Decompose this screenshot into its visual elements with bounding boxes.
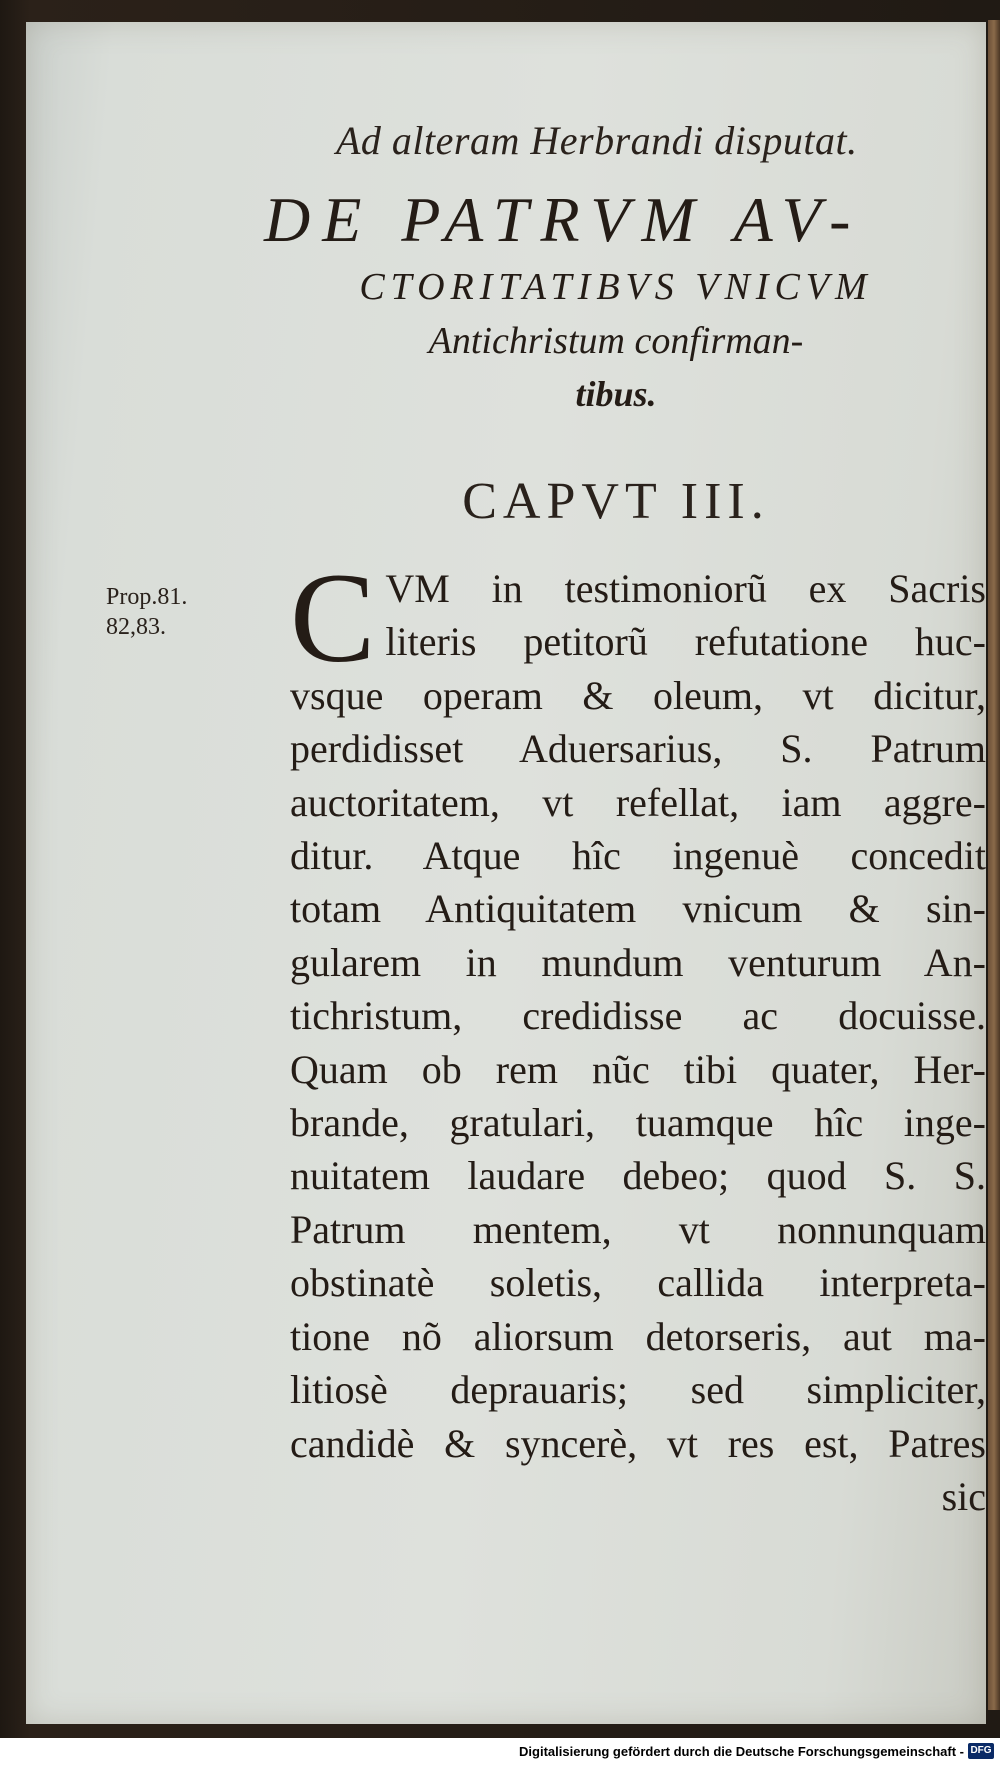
text-line: literis petitorũ refutatione huc-: [385, 619, 986, 665]
text-line: gularem in mundum venturum An-: [290, 939, 986, 985]
book-page: [26, 22, 986, 1724]
title-line-2: CTORITATIBVS VNICVM: [359, 266, 873, 308]
margin-note: [106, 582, 226, 642]
text-line: vsque operam & oleum, vt dicitur,: [290, 672, 986, 718]
text-line: obstinatè soletis, callida interpreta-: [290, 1260, 986, 1306]
text-line: VM in testimoniorũ ex Sacris: [385, 566, 986, 611]
text-line: brande, gratulari, tuamque hîc inge-: [290, 1100, 986, 1146]
text-line: Quam ob rem nũc tibi quater, Her-: [290, 1046, 986, 1092]
running-head: Ad alteram Herbrandi disputat.: [336, 118, 858, 163]
title-line-1: DE PATRVM AV-: [264, 184, 863, 255]
text-line: auctoritatem, vt refellat, iam aggre-: [290, 779, 986, 825]
text-line: nuitatem laudare debeo; quod S. S.: [290, 1153, 986, 1199]
body-text: [290, 547, 986, 1523]
title-line-4: tibus.: [575, 374, 657, 414]
text-line: ditur. Atque hîc ingenuè concedit: [290, 833, 986, 879]
margin-note-line-1: Prop.81.: [106, 584, 188, 610]
text-line: tione nõ aliorsum detorseris, aut ma-: [290, 1313, 986, 1359]
footer-bar: [0, 1738, 1000, 1767]
dropcap: C: [290, 547, 376, 689]
footer-credit: Digitalisierung gefördert durch die Deutsche Forschungsgemeinschaft -: [519, 1744, 964, 1759]
catchword: sic: [941, 1473, 986, 1519]
margin-note-line-2: 82,83.: [106, 614, 166, 640]
text-line: litiosè deprauaris; sed simpliciter,: [290, 1367, 986, 1413]
text-line: perdidisset Aduersarius, S. Patrum: [290, 726, 986, 772]
dfg-logo-icon: DFG: [968, 1743, 994, 1759]
text-line: Patrum mentem, vt nonnunquam: [290, 1206, 986, 1252]
chapter-title: [256, 182, 976, 420]
chapter-heading: CAPVT III.: [462, 473, 770, 530]
text-line: totam Antiquitatem vnicum & sin-: [290, 886, 986, 932]
text-line: candidè & syncerè, vt res est, Patres: [290, 1420, 986, 1466]
book-edge: [988, 20, 1000, 1710]
text-line: tichristum, credidisse ac docuisse.: [290, 993, 986, 1039]
title-line-3: Antichristum confirman-: [428, 320, 804, 362]
